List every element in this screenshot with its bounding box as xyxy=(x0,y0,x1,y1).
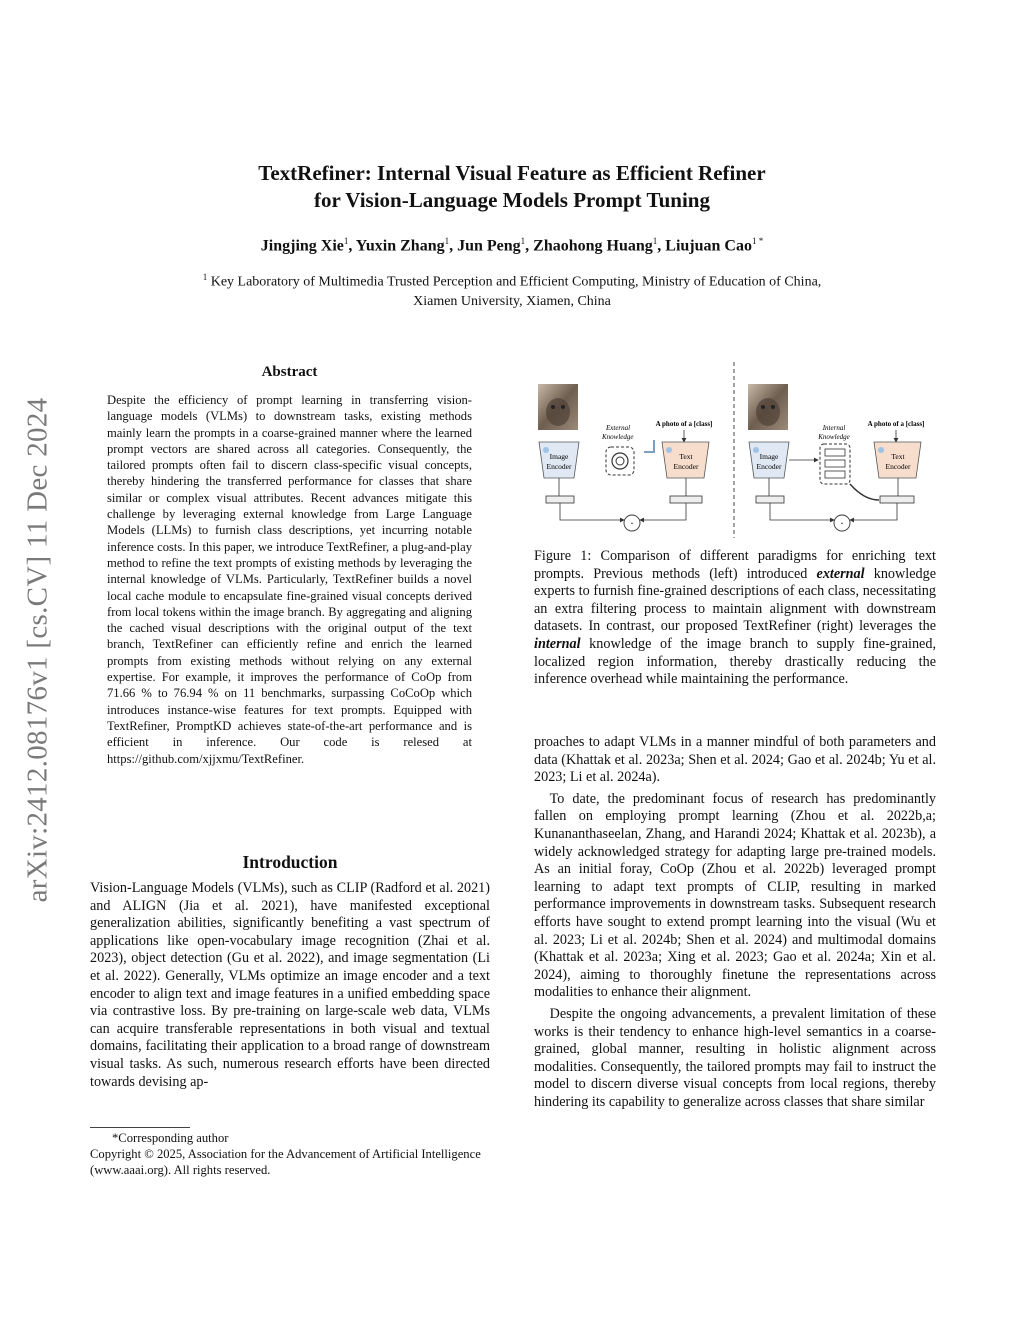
llm-logo-icon xyxy=(612,453,628,469)
svg-text:·: · xyxy=(840,516,844,530)
author: Jun Peng xyxy=(457,237,521,255)
copyright-notice: Copyright © 2025, Association for the Advancement of Artificial Intelligence (www.aaai.org). All rights reserved. xyxy=(90,1147,481,1177)
introduction-text: Vision-Language Models (VLMs), such as CLIP (Radford et al. 2021) and ALIGN (Jia et al. 2021), have manifested exceptional generalization abilities, significantly benefiting a vast spectrum of applications like open-vocabulary image recognition (Zhai et al. 2023), object detection (Gu et al. 2022), and image segmentation (Li et al. 2022). Generally, VLMs optimize an image encoder and a text encoder to align text and image features in a unified embedding space via contrastive loss. By pre-training on large-scale web data, VLMs can acquire transferable representations in both visual and textual domains, facilitating their application to a broad range of downstream visual tasks. As such, numerous research efforts have been directed towards devising ap- xyxy=(90,880,490,1090)
text-feature xyxy=(670,496,702,503)
cat-photo-icon xyxy=(546,398,570,426)
affiliation: $^1$ Key Laboratory of Multimedia Trusted Perception and Efficient Computing, Ministry of Education of China, Xiamen University, Xiamen, China xyxy=(202,272,822,309)
author: Jingjing Xie xyxy=(260,237,344,255)
text-encoder-label: Encoder xyxy=(885,462,911,471)
llm-box xyxy=(606,447,634,475)
external-knowledge-label: External xyxy=(606,424,631,432)
cache-slot xyxy=(825,449,845,456)
figure-1 xyxy=(534,360,936,540)
text-encoder-label: Text xyxy=(679,452,693,461)
prompt-label: A photo of a [class] xyxy=(655,420,713,428)
image-encoder-label: Encoder xyxy=(756,462,782,471)
text-encoder-label: Encoder xyxy=(673,462,699,471)
right-column-text xyxy=(534,734,936,1111)
figure-caption: Figure 1: Comparison of different paradigms for enriching text prompts. Previous methods (left) introduced external knowledge experts to furnish fine-grained descriptions of each class, necessitating an extra filtering process to maintain alignment with downstream datasets. In contrast, our proposed TextRefiner (right) leverages the internal knowledge of the image branch to supply fine-grained, localized region information, thereby drastically reducing the inference overhead while maintaining the performance. xyxy=(534,548,936,688)
knowledge-arrow xyxy=(644,440,654,452)
paragraph: To date, the predominant focus of research has predominantly fallen on employing prompt learning (Zhou et al. 2022b,a; Kunananthaseelan, Zhang, and Harandi 2024; Khattak et al. 2023b), a widely acknowledged strategy for adapting large pre-trained models. As an initial foray, CoOp (Zhou et al. 2022b) leveraged prompt learning to adapt text prompts of CLIP, resulting in marked performance improvements in downstream tasks. Subsequent research efforts have sought to extend prompt learning into the visual (Wu et al. 2023; Li et al. 2024b; Shen et al. 2024) and multimodal domains (Khattak et al. 2023a; Xing et al. 2023; Gao et al. 2024a; Xin et al. 2024), aiming to thoroughly finetune the representations across modalities to enhance their alignment. xyxy=(534,790,936,1001)
svg-text:·: · xyxy=(630,516,634,530)
paragraph: Despite the ongoing advancements, a prevalent limitation of these works is their tendency to enhance high-level semantics in a coarse-grained, global manner, resulting in holistic alignment across modalities. Consequently, the tailored prompts may fail to instruct the model to discern diverse visual concepts from local regions, thereby hindering its capability to generalize across classes that share similar xyxy=(534,1005,936,1110)
internal-knowledge-label: Knowledge xyxy=(818,433,850,441)
cache-slot xyxy=(825,471,845,478)
text-encoder-label: Text xyxy=(891,452,905,461)
introduction-heading: Introduction xyxy=(242,852,338,872)
image-encoder-label: Image xyxy=(549,452,569,461)
snowflake-icon xyxy=(753,447,759,453)
snowflake-icon xyxy=(666,447,672,453)
author: Liujuan Cao xyxy=(665,237,752,255)
paper-title: TextRefiner: Internal Visual Feature as Efficient Refiner for Vision-Language Models Prompt Tuning xyxy=(258,161,766,212)
abstract-text: Despite the efficiency of prompt learning in transferring vision-language models (VLMs) to downstream tasks, existing methods mainly learn the prompts in a coarse-grained manner where the learned prompt vectors are shared across all categories. Consequently, the tailored prompts often fail to discern class-specific visual concepts, thereby hindering the transferred performance for classes that share similar or complex visual attributes. Recent advances mitigate this challenge by leveraging external knowledge from Large Language Models (LLMs) to furnish class descriptions, yet incurring notable inference costs. In this paper, we introduce TextRefiner, a plug-and-play method to refine the text prompts of existing methods by leveraging the internal knowledge of VLMs. Particularly, TextRefiner builds a novel local cache module to encapsulate fine-grained visual concepts derived from local tokens within the image branch. By aggregating and aligning the cached visual descriptions with the original output of the text branch, TextRefiner can efficiently refine and enrich the learned prompts from existing methods without relying on any external expertise. For example, it improves the performance of CoOp from 71.66 % to 76.94 % on 11 benchmarks, surpassing CoCoOp which introduces instance-wise features for text prompts. Equipped with TextRefiner, PromptKD achieves state-of-the-art performance and is efficient in inference. Our code is relesed at https://github.com/xjjxmu/TextRefiner. xyxy=(107,393,472,766)
image-encoder-label: Encoder xyxy=(546,462,572,471)
corresponding-footnote: *Corresponding author xyxy=(112,1131,229,1145)
footnotes xyxy=(90,1130,490,1178)
figure-right-panel xyxy=(748,384,924,531)
author-list: Jingjing Xie$^1$, Yuxin Zhang$^1$, Jun Peng$^1$, Zhaohong Huang$^1$, Liujuan Cao$^{1 *}$ xyxy=(260,236,764,255)
author: Zhaohong Huang xyxy=(533,237,653,255)
image-feature xyxy=(546,496,574,503)
author: Yuxin Zhang xyxy=(355,237,445,255)
image-feature xyxy=(756,496,784,503)
snowflake-icon xyxy=(878,447,884,453)
abstract-heading: Abstract xyxy=(261,364,318,380)
refine-arrow xyxy=(850,484,879,500)
image-encoder-label: Image xyxy=(759,452,779,461)
arxiv-stamp: arXiv:2412.08176v1 [cs.CV] 11 Dec 2024 xyxy=(21,397,54,903)
cache-slot xyxy=(825,460,845,467)
internal-knowledge-label: Internal xyxy=(822,424,846,432)
snowflake-icon xyxy=(543,447,549,453)
text-feature xyxy=(880,496,914,503)
prompt-label: A photo of a [class] xyxy=(867,420,925,428)
paragraph: proaches to adapt VLMs in a manner mindful of both parameters and data (Khattak et al. 2023a; Shen et al. 2024; Gao et al. 2024b; Yu et al. 2023; Li et al. 2024a). xyxy=(534,734,936,786)
external-knowledge-label: Knowledge xyxy=(602,433,634,441)
footnote-rule xyxy=(90,1127,190,1128)
figure-left-panel xyxy=(538,384,712,531)
